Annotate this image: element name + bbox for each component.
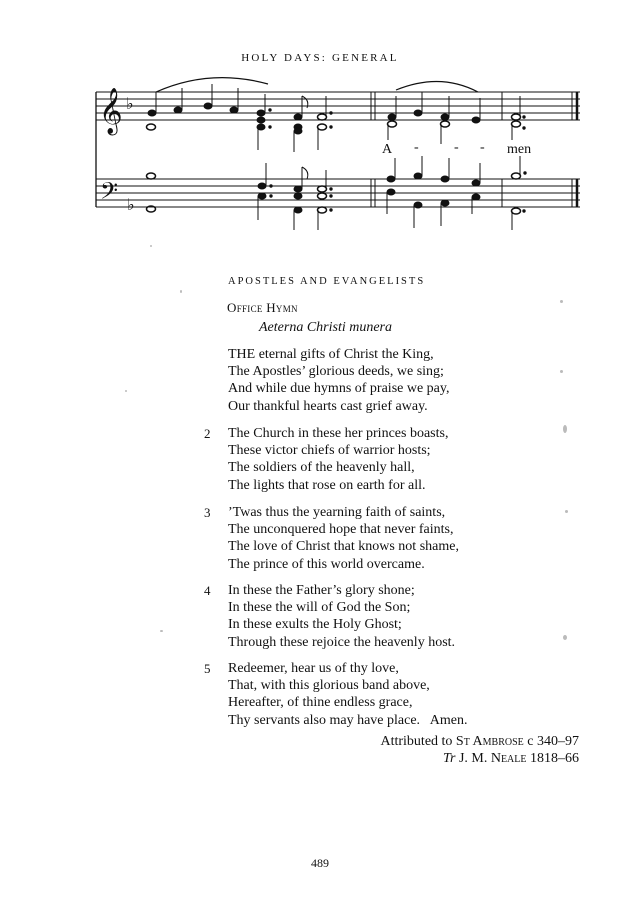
translator-name: J. M. Neale [455, 751, 527, 766]
scan-speck [125, 390, 127, 392]
verse-line: The Church in these her princes boasts, [228, 426, 449, 441]
lyric-hyphen: - [414, 140, 419, 155]
flat-icon: ♭ [126, 96, 134, 113]
scan-speck [560, 370, 563, 373]
verse-line: The love of Christ that knows not shame, [228, 539, 459, 555]
verse-line: Through these rejoice the heavenly host. [228, 634, 456, 650]
verse-line: Thy servants also may have place. Amen. [228, 712, 468, 728]
scan-speck [565, 510, 568, 513]
verse-line: THE eternal gifts of Christ the King, [228, 347, 434, 362]
flat-icon: ♭ [127, 197, 135, 214]
verse-line: The unconquered hope that never faints, [228, 522, 454, 538]
verse-line: The prince of this world overcame. [228, 556, 425, 572]
verse-line: In these the will of God the Son; [228, 600, 411, 616]
attribution-author [380, 733, 579, 750]
bass-staff [96, 179, 580, 207]
verse-4 [204, 582, 456, 651]
music-score [0, 0, 640, 260]
verse-line: Redeemer, hear us of thy love, [228, 661, 399, 676]
page-number: 489 [311, 856, 329, 870]
verse-5 [204, 660, 468, 729]
verse-number: 5 [204, 661, 211, 676]
lyric-men: men [507, 142, 532, 157]
author-dates: c 340–97 [523, 734, 579, 749]
verse-line: And while due hymns of praise we pay, [228, 381, 450, 397]
verse-number: 2 [204, 426, 211, 441]
treble-clef-icon: 𝄞 [99, 88, 123, 134]
bass-clef-icon: 𝄢 [100, 177, 119, 210]
verse-line: In these the Father’s glory shone; [228, 583, 415, 598]
scan-speck [563, 425, 567, 433]
section-title: APOSTLES AND EVANGELISTS [228, 276, 426, 287]
verse-line: The lights that rose on earth for all. [228, 477, 426, 493]
attribution [380, 733, 579, 767]
scan-speck [150, 245, 152, 247]
verse-number: 3 [204, 505, 211, 520]
scan-speck [560, 300, 563, 303]
verse-line: In these exults the Holy Ghost; [228, 617, 402, 633]
verse-line: Our thankful hearts cast grief away. [228, 398, 428, 414]
translator-prefix: Tr [442, 751, 456, 766]
running-head: HOLY DAYS: GENERAL [241, 52, 399, 64]
verse-line: Hereafter, of thine endless grace, [228, 695, 413, 711]
verse-1 [228, 346, 449, 415]
author-name: St Ambrose [455, 734, 524, 749]
verse-line: ’Twas thus the yearning faith of saints, [228, 505, 446, 520]
verse-line: These victor chiefs of warrior hosts; [228, 443, 431, 459]
scan-speck [563, 635, 567, 640]
lyric-a: A [382, 142, 393, 157]
lyric-hyphen: - [480, 140, 485, 155]
office-hymn-label: Office Hymn [227, 300, 298, 315]
lyric-hyphen: - [454, 140, 459, 155]
attribution-translator [380, 750, 579, 767]
verse-line: The soldiers of the heavenly hall, [228, 460, 415, 476]
verse-line: The Apostles’ glorious deeds, we sing; [228, 364, 444, 380]
verse-2 [204, 425, 449, 494]
latin-title: Aeterna Christi munera [259, 320, 392, 335]
verse-3 [204, 504, 459, 573]
treble-staff [96, 92, 580, 120]
attribution-prefix: Attributed to [380, 734, 456, 749]
scan-speck [180, 290, 182, 293]
verse-line: That, with this glorious band above, [228, 678, 430, 694]
verse-number: 4 [204, 583, 211, 598]
scan-speck [160, 630, 163, 632]
translator-dates: 1818–66 [526, 751, 579, 766]
